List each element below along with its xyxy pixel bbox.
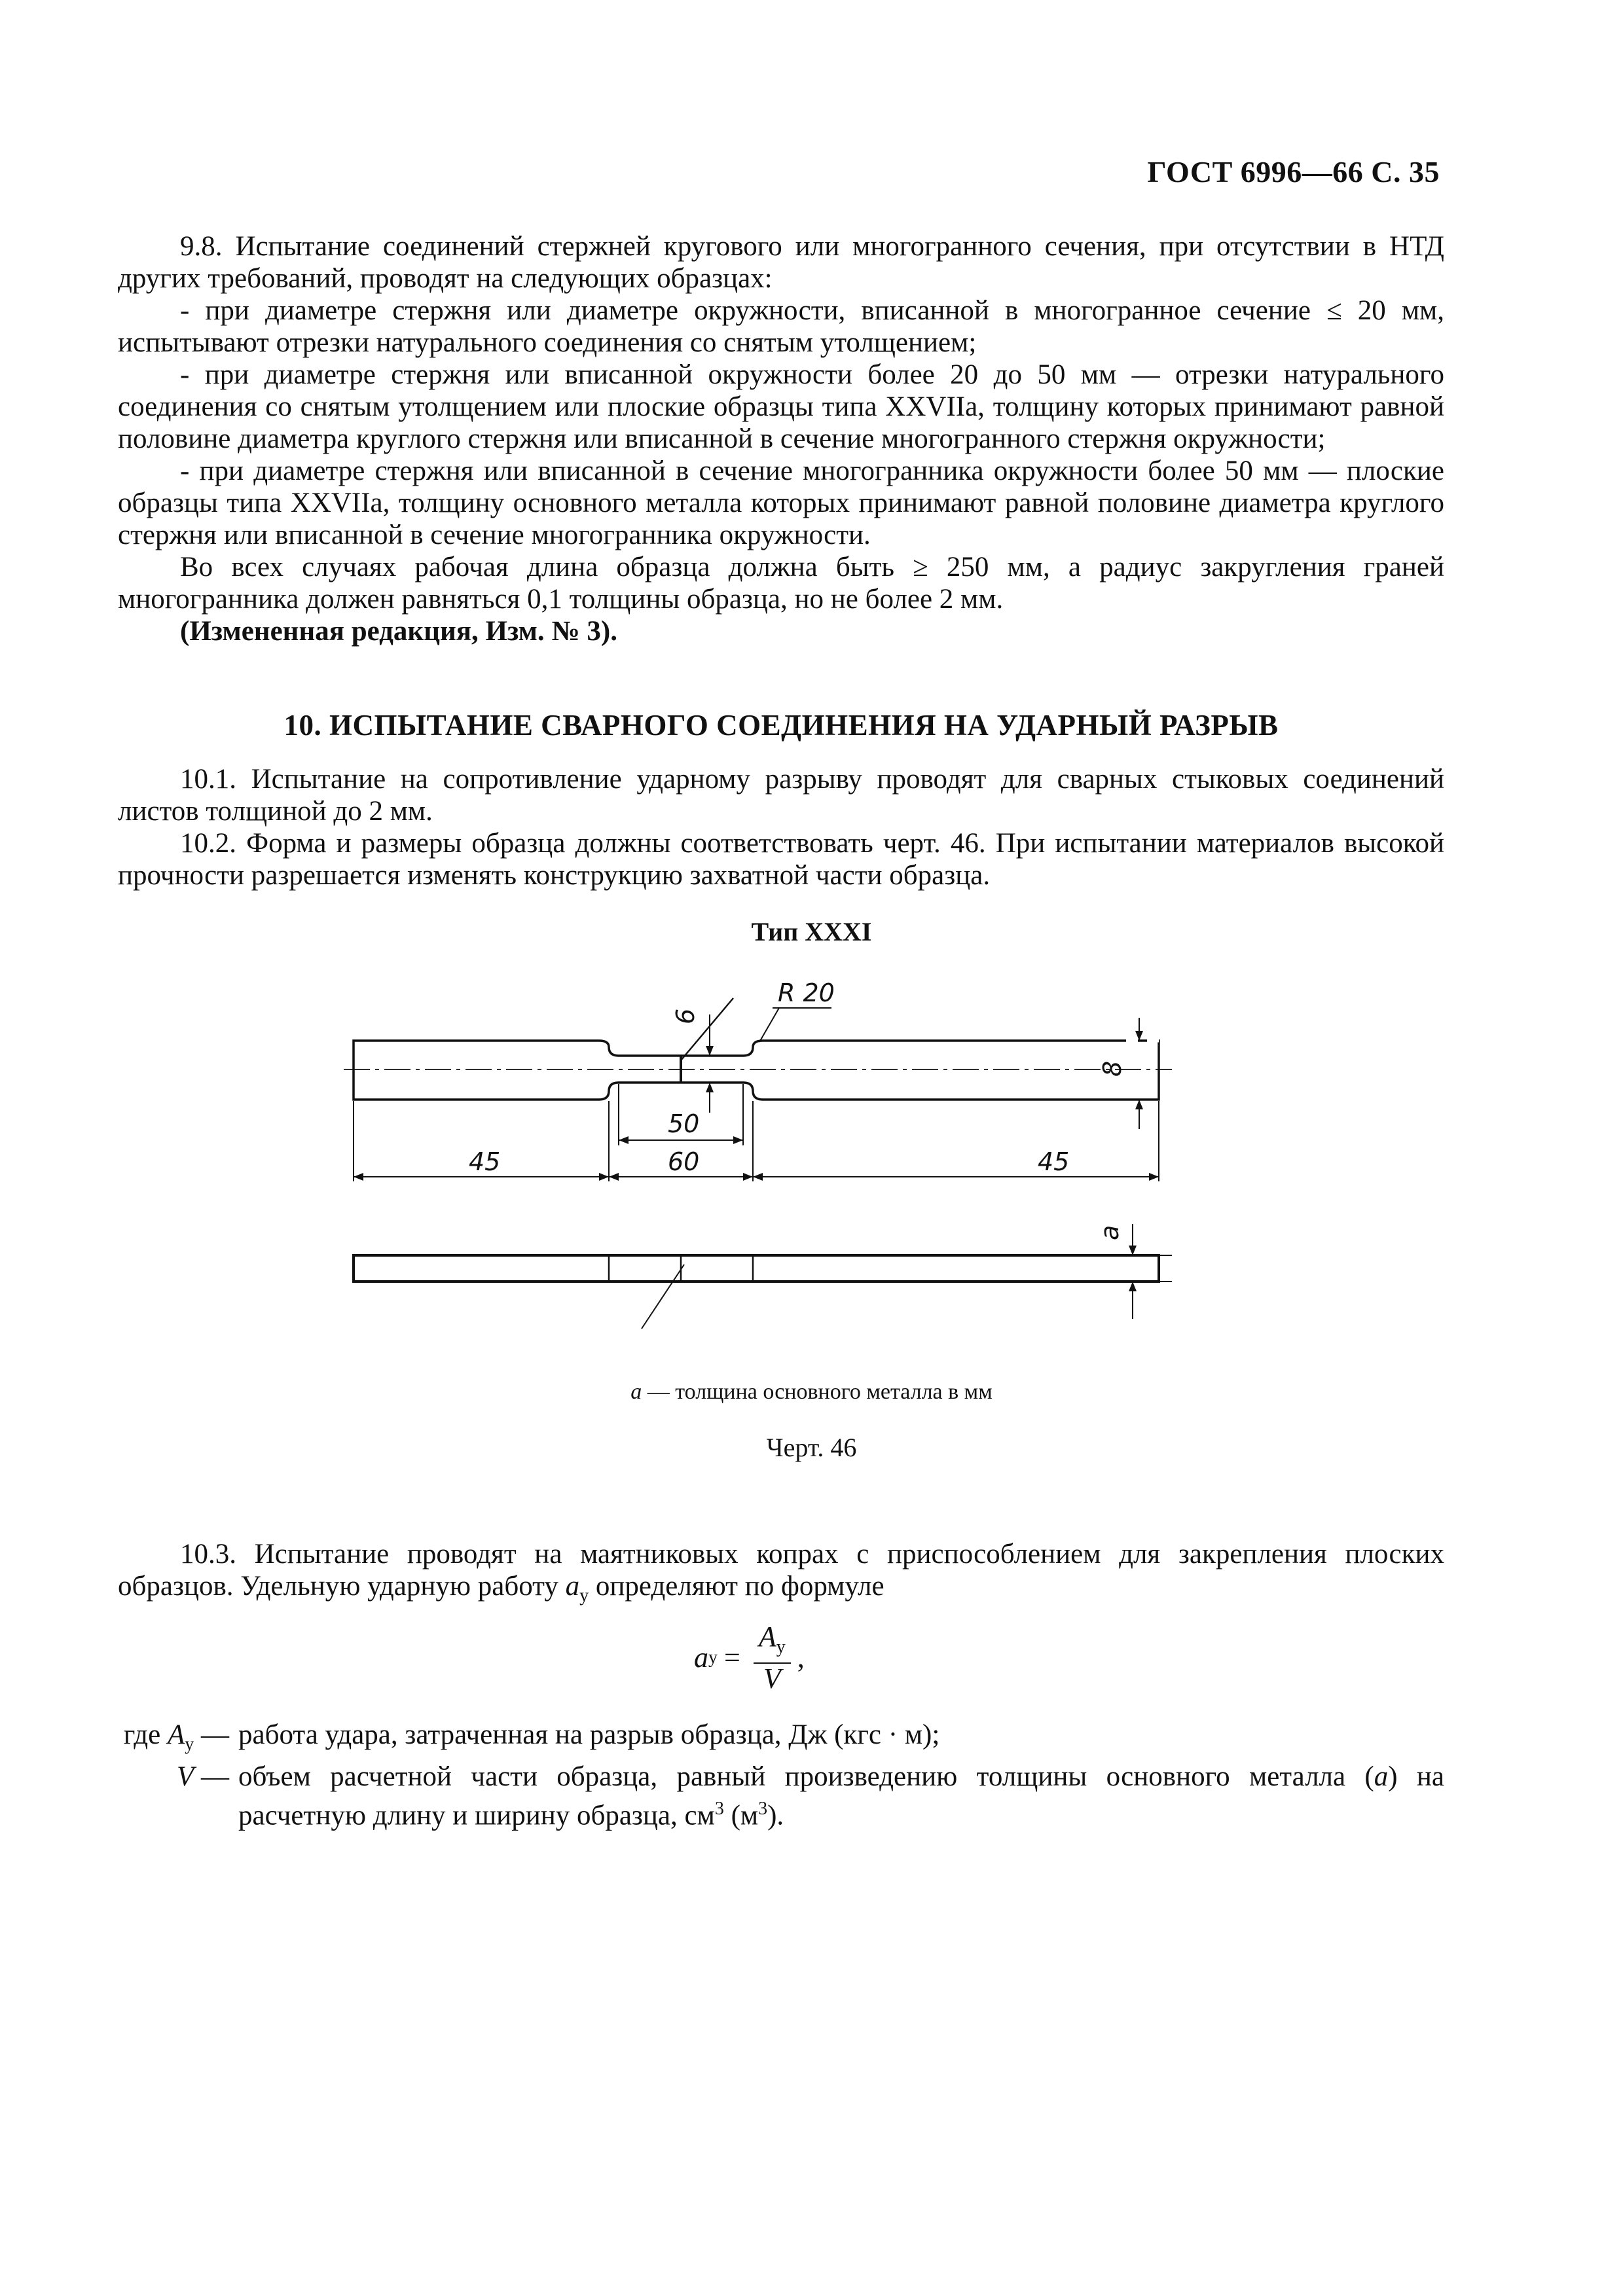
definition-var: V bbox=[176, 1761, 194, 1792]
definition-inline-var: a bbox=[1374, 1761, 1389, 1792]
radius-leader bbox=[759, 1008, 831, 1042]
section-10-paragraphs bbox=[118, 763, 1444, 891]
caption-text: — толщина основного металла в мм bbox=[642, 1380, 993, 1404]
dim-8: 8 bbox=[1098, 1060, 1127, 1077]
caption-variable: a bbox=[630, 1380, 642, 1404]
page-header: ГОСТ 6996—66 С. 35 bbox=[1147, 155, 1440, 188]
dim-60: 60 bbox=[668, 1147, 700, 1176]
paragraph-9-8-item-2: - при диаметре стержня или вписанной окружности более 20 до 50 мм — отрезки натурального соединения со снятым утолщением или плоские образцы типа XXVIIa, толщину которых принимают равной половине диаметра круглого стержня или вписанной в сечение многогранного стержня окружности; bbox=[118, 359, 1444, 454]
definition-text-part: объем расчетной части образца, равный произведению толщины основного металла ( bbox=[238, 1761, 1374, 1792]
dim-6: 6 bbox=[671, 1008, 700, 1024]
figure-title: Тип XXXI bbox=[751, 917, 872, 946]
formula-num-sub: у bbox=[776, 1636, 786, 1657]
section-9-8 bbox=[118, 230, 1444, 647]
figure-label: Черт. 46 bbox=[766, 1433, 857, 1462]
paragraph-10-2: 10.2. Форма и размеры образца должны соответствовать черт. 46. При испытании материалов высокой прочности разрешается изменять конструкцию захватной части образца. bbox=[118, 828, 1444, 891]
definition-dash: — bbox=[194, 1719, 229, 1750]
specimen-outline bbox=[354, 1041, 1159, 1100]
formula-lhs: a bbox=[694, 1641, 708, 1674]
side-view-outline bbox=[354, 1255, 1159, 1282]
weld-pointer bbox=[681, 998, 733, 1060]
definition-var: A bbox=[167, 1719, 185, 1750]
definition-sub: у bbox=[185, 1734, 194, 1755]
paragraph-9-8-item-1: - при диаметре стержня или диаметре окружности, вписанной в многогранное сечение ≤ 20 мм, испытывают отрезки натурального соединения со снятым утолщением; bbox=[118, 295, 1444, 358]
definition-text-part: (м bbox=[723, 1799, 759, 1831]
formula-tail: , bbox=[797, 1641, 805, 1674]
figure-caption bbox=[0, 1380, 1623, 1405]
specimen-drawing bbox=[327, 962, 1244, 1355]
definition-description bbox=[238, 1761, 1444, 1831]
paragraph-9-8-intro: 9.8. Испытание соединений стержней кругового или многогранного сечения, при отсутствии в НТД других требований, проводят на следующих образцах: bbox=[118, 231, 1444, 294]
formula-definitions bbox=[118, 1719, 1444, 1831]
paragraph-10-3 bbox=[118, 1538, 1444, 1612]
formula-fraction bbox=[754, 1622, 791, 1694]
definition-description: работа удара, затраченная на разрыв образца, Дж (кгс · м); bbox=[238, 1719, 940, 1750]
paragraph-9-8-item-3: - при диаметре стержня или вписанной в сечение многогранника окружности более 50 мм — плоские образцы типа XXVIIa, толщину основного металла которых принимают равной половине диаметра круглого стержня или вписанной в сечение многогранника окружности. bbox=[118, 456, 1444, 550]
definition-term bbox=[118, 1761, 238, 1831]
dim-50: 50 bbox=[668, 1109, 700, 1138]
p10-3-var: a bbox=[565, 1571, 580, 1602]
amendment-note: (Измененная редакция, Изм. № 3). bbox=[180, 616, 617, 647]
dim-a: a bbox=[1095, 1225, 1124, 1240]
formula-den-var: V bbox=[763, 1662, 781, 1695]
p10-3-text-before: 10.3. Испытание проводят на маятниковых копрах с приспособлением для закрепления плоских образцов. Удельную ударную работу bbox=[118, 1539, 1444, 1602]
definition-term bbox=[118, 1719, 238, 1761]
formula-lhs-sub: у bbox=[708, 1647, 718, 1668]
definition-row bbox=[118, 1761, 1444, 1831]
formula-numerator bbox=[754, 1622, 791, 1664]
formula-num-var: A bbox=[758, 1621, 776, 1653]
dim-45-right: 45 bbox=[1038, 1147, 1070, 1176]
dim-r20: R 20 bbox=[778, 978, 835, 1007]
p10-3-text-after: определяют по формуле bbox=[589, 1571, 884, 1602]
dim-a-line bbox=[1120, 1224, 1172, 1319]
definition-text-part: ) на расчетную длину и ширину образца, см bbox=[238, 1761, 1444, 1831]
formula-denominator bbox=[758, 1664, 786, 1694]
definition-sup: 3 bbox=[758, 1798, 768, 1819]
definition-prefix: где bbox=[123, 1719, 168, 1750]
p10-3-sub: у bbox=[579, 1585, 589, 1606]
section-10-title: 10. ИСПЫТАНИЕ СВАРНОГО СОЕДИНЕНИЯ НА УДАРНЫЙ РАЗРЫВ bbox=[283, 709, 1279, 742]
impact-formula bbox=[694, 1622, 805, 1694]
paragraph-10-1: 10.1. Испытание на сопротивление ударному разрыву проводят для сварных стыковых соединений листов толщиной до 2 мм. bbox=[118, 764, 1444, 827]
definition-row bbox=[118, 1719, 1444, 1761]
definition-dash: — bbox=[194, 1761, 229, 1792]
formula-equals: = bbox=[724, 1641, 740, 1674]
definition-sup: 3 bbox=[714, 1798, 724, 1819]
definition-text-part: ). bbox=[767, 1799, 784, 1831]
paragraph-9-8-item-4: Во всех случаях рабочая длина образца должна быть ≥ 250 мм, а радиус закругления граней многогранника должен равняться 0,1 толщины образца, но не более 2 мм. bbox=[118, 552, 1444, 615]
dim-45-left: 45 bbox=[469, 1147, 501, 1176]
